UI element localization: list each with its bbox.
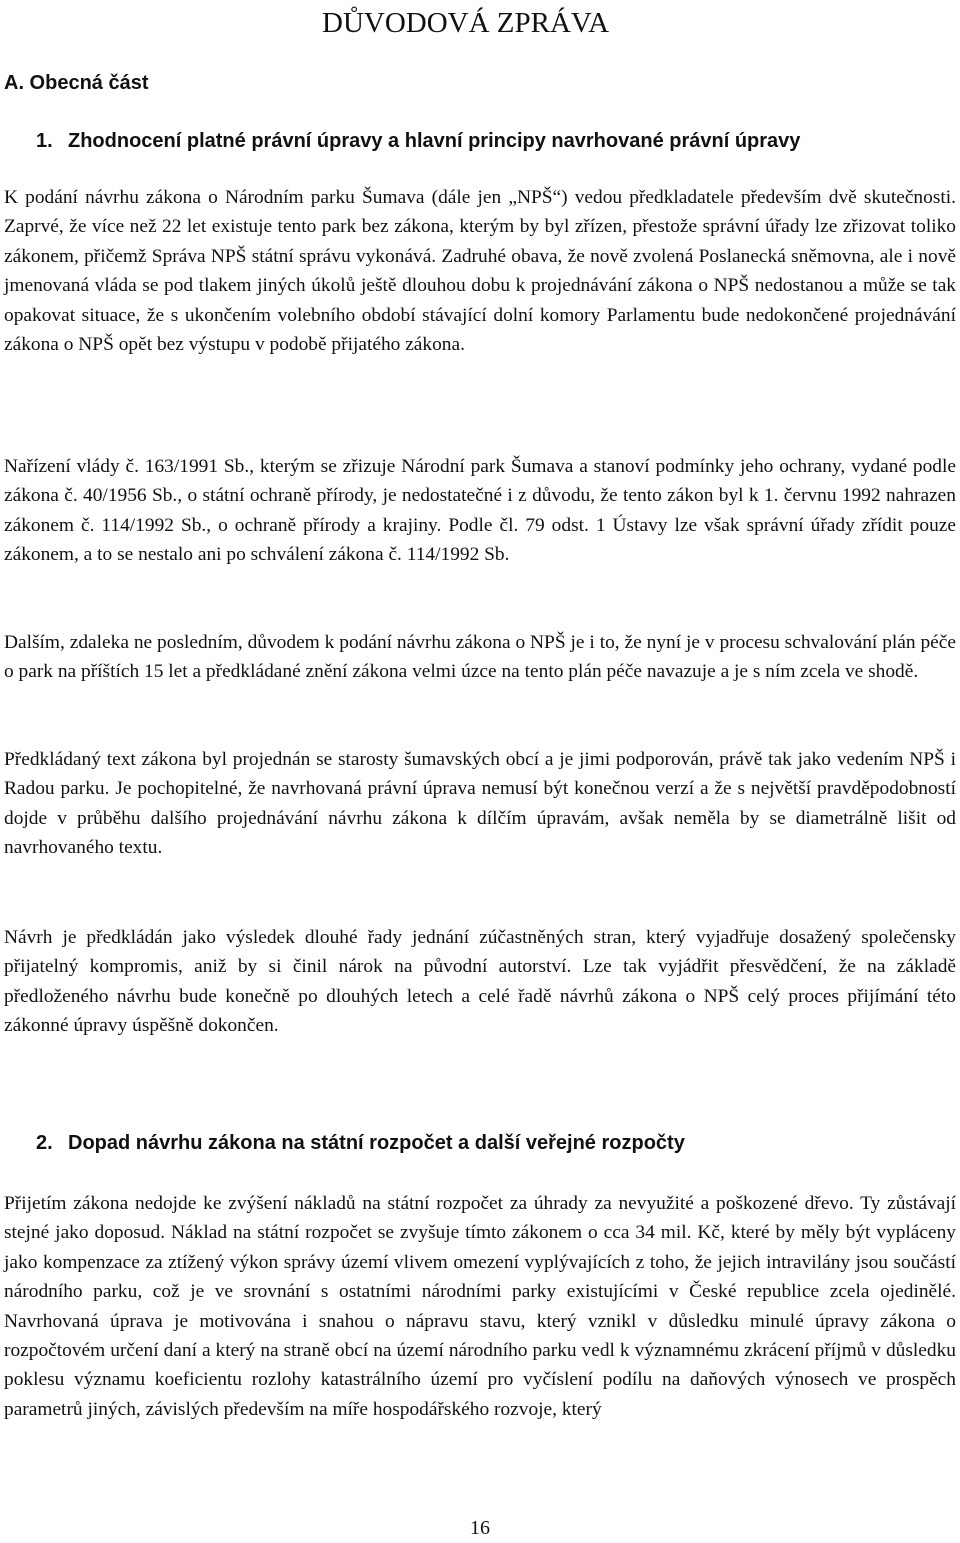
section-1-number: 1. [36, 130, 53, 152]
page-number: 16 [470, 1517, 490, 1539]
paragraph-1: K podání návrhu zákona o Národním parku Šumava (dále jen „NPŠ“) vedou předkladatele především dvě skutečnosti. Zaprvé, že více než 22 let existuje tento park bez zákona, kterým by byl zřízen, přestože správní úřady lze zřizovat toliko zákonem, přičemž Správa NPŠ státní správu vykonává. Zadruhé obava, že nově zvolená Poslanecká sněmovna, ale i nově jmenovaná vláda se pod tlakem jiných úkolů ještě dlouhou dobu k projednávání zákona o NPŠ nedostanou a může se tak opakovat situace, že s ukončením volebního období stávající dolní komory Parlamentu bude nedokončené projednávání zákona o NPŠ opět bez výstupu v podobě přijatého zákona. [4, 187, 956, 356]
section-2-heading [36, 1130, 685, 1156]
section-1-heading [36, 128, 800, 154]
section-2-title: Dopad návrhu zákona na státní rozpočet a další veřejné rozpočty [68, 1132, 685, 1154]
document-title: DŮVODOVÁ ZPRÁVA [322, 7, 610, 39]
section-2-number: 2. [36, 1132, 53, 1154]
paragraph-6: Přijetím zákona nedojde ke zvýšení nákladů na státní rozpočet za úhrady za nevyužité a poškozené dřevo. Ty zůstávají stejné jako doposud. Náklad na státní rozpočet se zvyšuje tímto zákonem o cca 34 mil. Kč, které by měly být vypláceny jako kompenzace za ztížený výkon správy území vlivem omezení vyplývajících z toho, že jejich intravilány jsou součástí národního parku, což je ve srovnání s ostatními národními parky existujícími v České republice zcela ojedinělé. Navrhovaná úprava je motivována i snahou o nápravu stavu, který vznikl v důsledku minulé úpravy zákona o rozpočtovém určení daní a který na straně obcí na území národního parku vedl k významnému zkrácení příjmů v důsledku poklesu významu koeficientu rozlohy katastrálního území pro vyčíslení podílu na daňových výnosech ve prospěch parametrů jiných, závislých především na míře hospodářského rozvoje, který [4, 1193, 956, 1420]
section-a-heading: A. Obecná část [4, 72, 149, 94]
paragraph-2: Nařízení vlády č. 163/1991 Sb., kterým se zřizuje Národní park Šumava a stanoví podmínky jeho ochrany, vydané podle zákona č. 40/1956 Sb., o státní ochraně přírody, je nedostatečné i z důvodu, že tento zákon byl k 1. červnu 1992 nahrazen zákonem č. 114/1992 Sb., o ochraně přírody a krajiny. Podle čl. 79 odst. 1 Ústavy lze však správní úřady zřídit pouze zákonem, a to se nestalo ani po schválení zákona č. 114/1992 Sb. [4, 456, 956, 566]
paragraph-3: Dalším, zdaleka ne posledním, důvodem k podání návrhu zákona o NPŠ je i to, že nyní je v procesu schvalování plán péče o park na příštích 15 let a předkládané znění zákona velmi úzce na tento plán péče navazuje a je s ním zcela ve shodě. [4, 632, 956, 683]
section-1-title: Zhodnocení platné právní úpravy a hlavní principy navrhované právní úpravy [68, 130, 801, 152]
paragraph-5: Návrh je předkládán jako výsledek dlouhé řady jednání zúčastněných stran, který vyjadřuje dosažený společensky přijatelný kompromis, aniž by si činil nárok na původní autorství. Lze tak vyjádřit přesvědčení, že na základě předloženého návrhu bude konečně po dlouhých letech a celé řadě návrhů zákona o NPŠ celý proces přijímání této zákonné úpravy úspěšně dokončen. [4, 927, 956, 1037]
paragraph-4: Předkládaný text zákona byl projednán se starosty šumavských obcí a je jimi podporován, právě tak jako vedením NPŠ i Radou parku. Je pochopitelné, že navrhovaná právní úprava nemusí být konečnou verzí a že s největší pravděpodobností dojde v průběhu dalšího projednávání návrhu zákona k dílčím úpravám, avšak neměla by se diametrálně lišit od navrhovaného textu. [4, 749, 956, 859]
